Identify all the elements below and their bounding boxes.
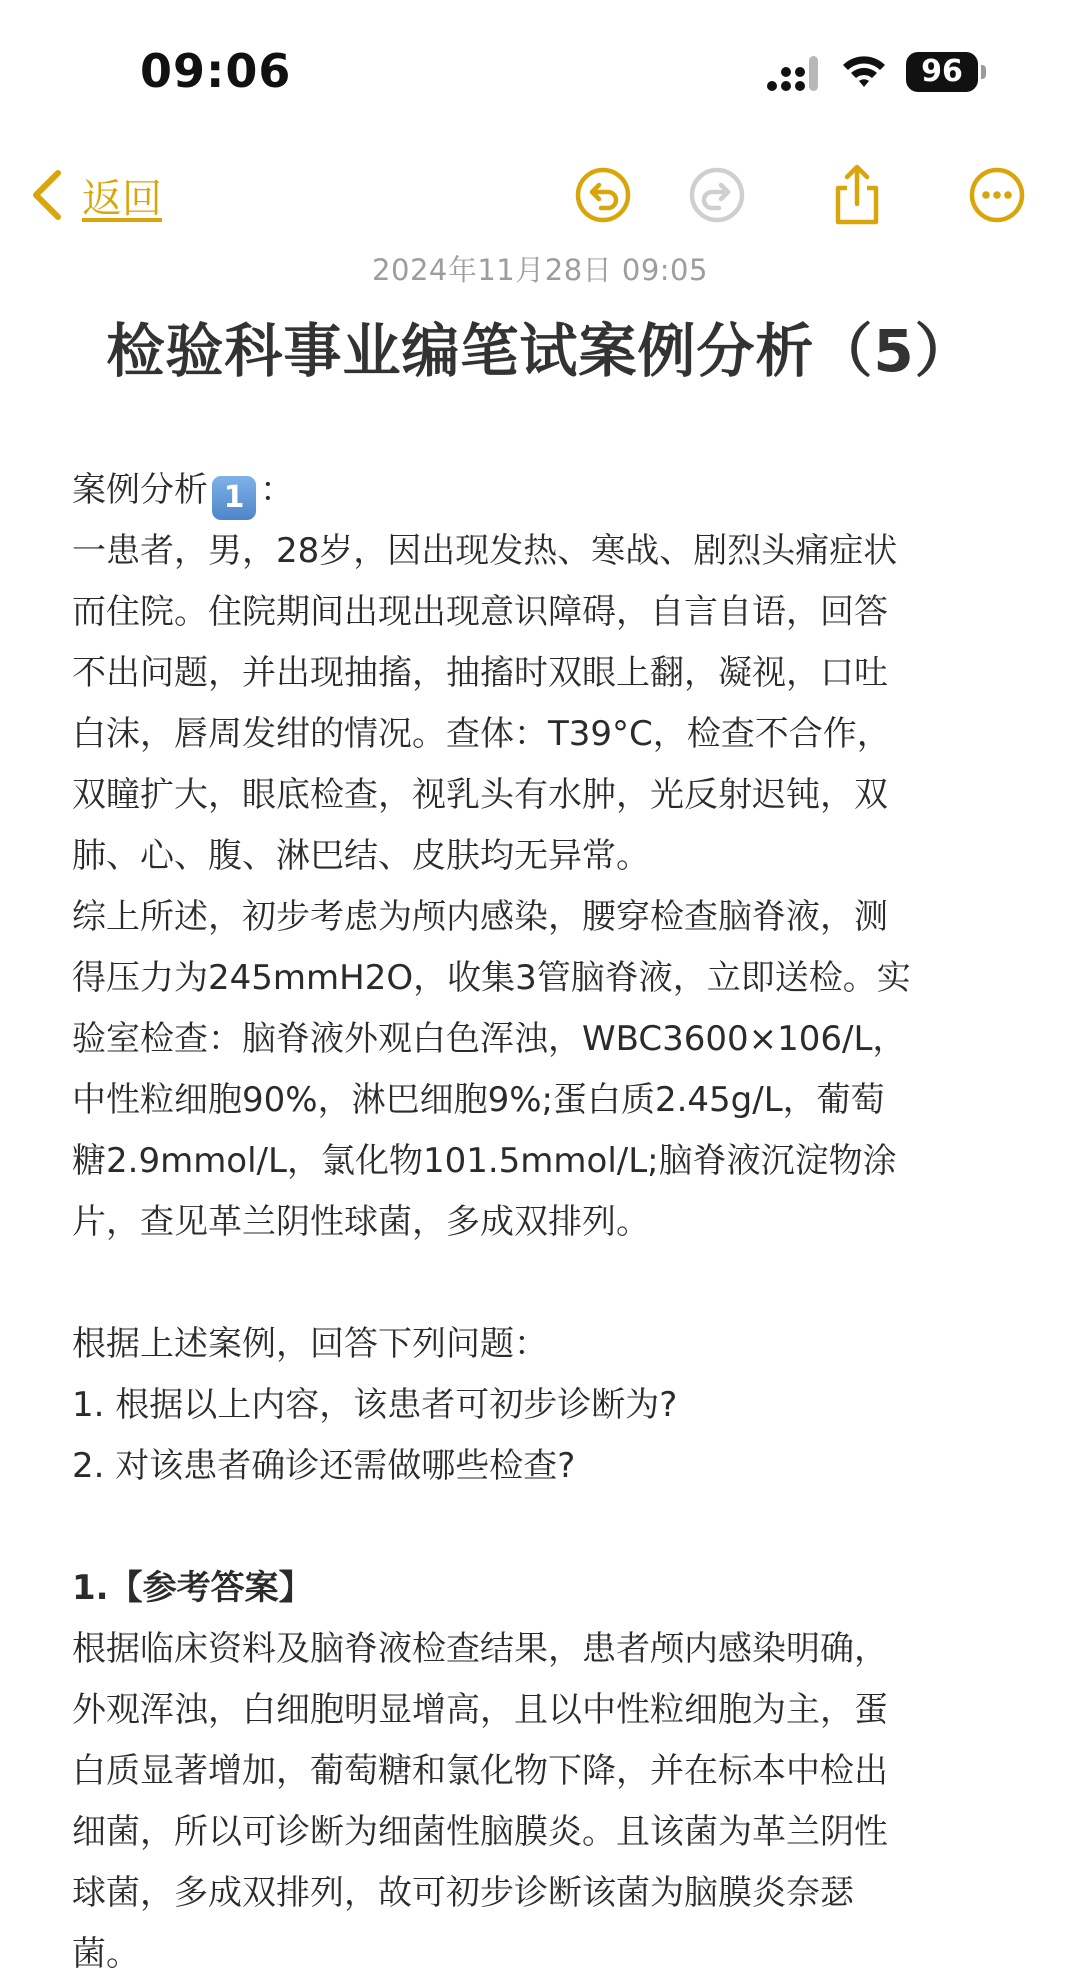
back-button[interactable] (28, 160, 162, 230)
case-text-line: 而住院。住院期间出现出现意识障碍，自言自语，回答 (72, 592, 888, 632)
question-item: 2. 对该患者确诊还需做哪些检查? (72, 1446, 576, 1486)
answer-heading: 1.【参考答案】 (72, 1568, 313, 1608)
status-time: 09:06 (140, 44, 292, 98)
note-title: 检验科事业编笔试案例分析（5） (106, 317, 974, 385)
battery-tip (981, 65, 986, 79)
blank-line (72, 1497, 1022, 1558)
note-date: 2024年11月28日 09:05 (372, 253, 708, 287)
answer-text-line: 球菌，多成双排列，故可初步诊断该菌为脑膜炎奈瑟 (72, 1873, 854, 1913)
undo-button[interactable] (568, 160, 638, 230)
cellular-signal-icon (766, 54, 822, 94)
case-text-line: 糖2.9mmol/L，氯化物101.5mmol/L;脑脊液沉淀物涂 (72, 1141, 897, 1181)
case-heading-label: 案例分析 (72, 470, 208, 510)
answer-text-line: 根据临床资料及脑脊液检查结果，患者颅内感染明确， (72, 1629, 888, 1669)
case-text-line: 肺、心、腹、淋巴结、皮肤均无异常。 (72, 836, 650, 876)
case-text-line: 白沫，唇周发绀的情况。查体：T39°C，检查不合作， (72, 714, 891, 754)
case-text-line: 一患者，男，28岁，因出现发热、寒战、剧烈头痛症状 (72, 531, 898, 571)
answer-text-line: 白质显著增加，葡萄糖和氯化物下降，并在标本中检出 (72, 1751, 888, 1791)
case-heading (72, 460, 1022, 521)
battery-level: 96 (906, 52, 978, 92)
share-icon (822, 160, 892, 230)
redo-button[interactable] (682, 160, 752, 230)
redo-icon (682, 160, 752, 230)
case-text-line: 得压力为245mmH2O，收集3管脑脊液，立即送检。实 (72, 958, 911, 998)
wifi-icon (840, 52, 888, 92)
case-text-line: 验室检查：脑脊液外观白色浑浊，WBC3600×106/L， (72, 1019, 907, 1059)
undo-icon (568, 160, 638, 230)
case-text-line: 不出问题，并出现抽搐，抽搐时双眼上翻，凝视，口吐 (72, 653, 888, 693)
more-button[interactable] (962, 160, 1032, 230)
case-heading-suffix: ： (260, 470, 294, 510)
blank-line (72, 1253, 1022, 1314)
questions-intro: 根据上述案例，回答下列问题： (72, 1324, 548, 1364)
more-icon (962, 160, 1032, 230)
answer-text-line: 细菌，所以可诊断为细菌性脑膜炎。且该菌为革兰阴性 (72, 1812, 888, 1852)
answer-text-line: 外观浑浊，白细胞明显增高，且以中性粒细胞为主，蛋 (72, 1690, 888, 1730)
case-text-line: 综上所述，初步考虑为颅内感染，腰穿检查脑脊液，测 (72, 897, 888, 937)
note-body[interactable] (72, 460, 1022, 1985)
answer-text-line: 菌。 (72, 1934, 140, 1974)
battery-indicator (906, 52, 986, 92)
question-item: 1. 根据以上内容，该患者可初步诊断为? (72, 1385, 678, 1425)
share-button[interactable] (822, 160, 892, 230)
case-text-line: 中性粒细胞90%，淋巴细胞9%;蛋白质2.45g/L，葡萄 (72, 1080, 885, 1120)
back-label: 返回 (82, 175, 162, 222)
chevron-left-icon (28, 169, 64, 221)
case-text-line: 片，查见革兰阴性球菌，多成双排列。 (72, 1202, 650, 1242)
keycap-number-emoji: 1 (212, 476, 256, 520)
status-bar (0, 0, 1080, 150)
case-text-line: 双瞳扩大，眼底检查，视乳头有水肿，光反射迟钝，双 (72, 775, 888, 815)
note-toolbar (0, 150, 1080, 242)
